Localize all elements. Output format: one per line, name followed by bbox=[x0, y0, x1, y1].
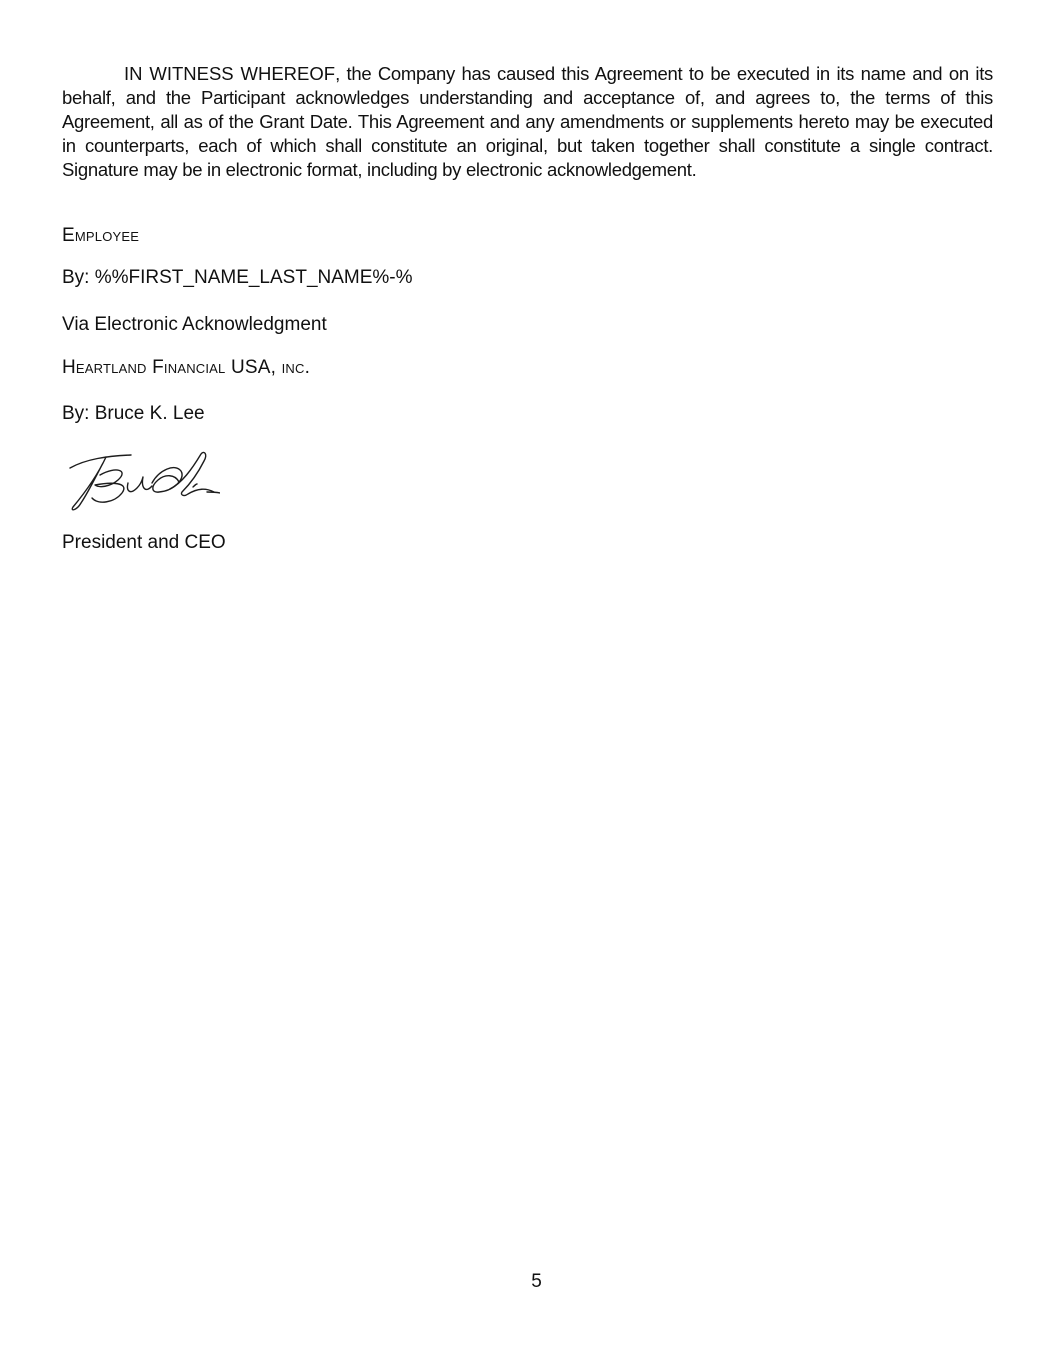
witness-clause-paragraph bbox=[62, 62, 993, 182]
employee-acknowledgment-method: Via Electronic Acknowledgment bbox=[62, 314, 327, 335]
company-heading: Heartland Financial USA, inc. bbox=[62, 357, 311, 378]
employee-by-line: By: %%FIRST_NAME_LAST_NAME%-% bbox=[62, 267, 413, 288]
witness-clause-body: , the Company has caused this Agreement to be executed in its name and on its behalf, and the Participant acknowledges understanding and acceptance of, and agrees to, the terms of this Agreement, all as of the Grant Date. This Agreement and any amendments or supplements hereto may be executed in counterparts, each of which shall constitute an original, but taken together shall constitute a single contract. Signature may be in electronic format, including by electronic acknowledgement. bbox=[62, 63, 993, 180]
employee-heading: Employee bbox=[62, 225, 140, 246]
witness-clause-lead: IN WITNESS WHEREOF bbox=[124, 63, 336, 84]
company-signer-title: President and CEO bbox=[62, 532, 226, 553]
page-number: 5 bbox=[531, 1271, 542, 1292]
company-signer-by-line: By: Bruce K. Lee bbox=[62, 403, 205, 424]
handwritten-signature-image bbox=[64, 446, 220, 512]
